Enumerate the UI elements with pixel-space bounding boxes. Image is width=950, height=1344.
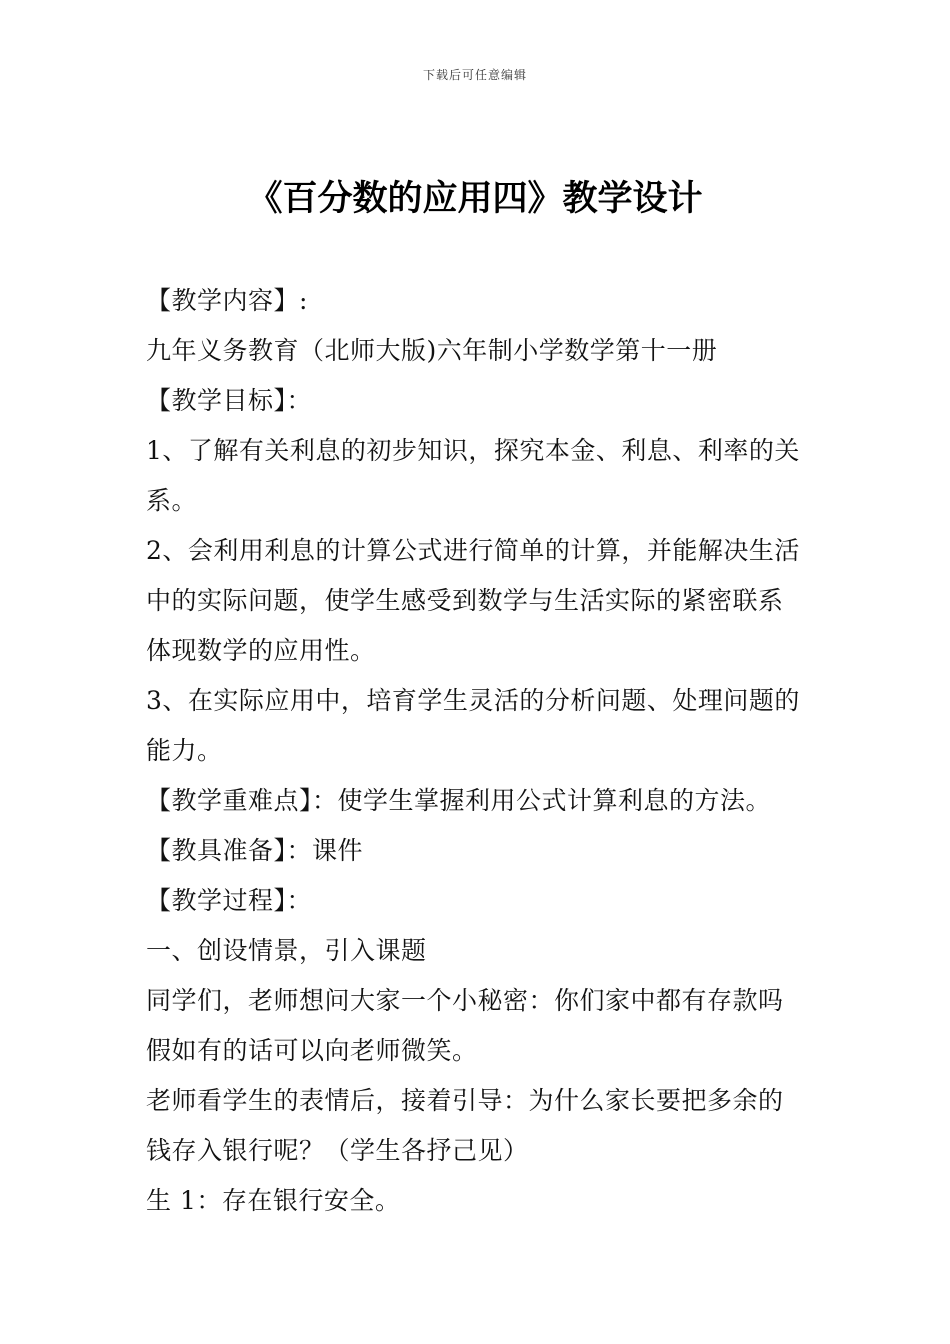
paragraph-line: 3、在实际应用中，培育学生灵活的分析问题、处理问题的 (146, 686, 800, 715)
header-note: 下载后可任意编辑 (422, 68, 527, 82)
paragraph-line: 能力。 (146, 736, 223, 765)
section-heading-objectives: 【教学目标】： (146, 386, 313, 415)
paragraph-line: 同学们，老师想问大家一个小秘密：你们家中都有存款吗 (146, 986, 784, 1015)
paragraph-line: 1、了解有关利息的初步知识，探究本金、利息、利率的关 (146, 436, 800, 465)
section-heading-process: 【教学过程】： (146, 886, 313, 915)
paragraph-line: 2、会利用利息的计算公式进行简单的计算，并能解决生活 (146, 536, 800, 565)
section-heading-materials: 【教具准备】：课件 (146, 836, 364, 865)
section-heading-key-points: 【教学重难点】：使学生掌握利用公式计算利息的方法。 (146, 786, 772, 815)
paragraph-line: 生 1：存在银行安全。 (146, 1186, 401, 1215)
paragraph-line: 中的实际问题，使学生感受到数学与生活实际的紧密联系 (146, 586, 784, 615)
subsection-heading: 一、创设情景，引入课题 (146, 936, 427, 965)
paragraph-line: 九年义务教育（北师大版)六年制小学数学第十一册 (146, 336, 718, 365)
paragraph-line: 体现数学的应用性。 (146, 636, 376, 665)
paragraph-line: 假如有的话可以向老师微笑。 (146, 1036, 478, 1065)
paragraph-line: 老师看学生的表情后，接着引导：为什么家长要把多余的 (146, 1086, 784, 1115)
paragraph-line: 钱存入银行呢？（学生各抒己见） (146, 1136, 529, 1165)
document-body (146, 276, 811, 1226)
document-title: 《百分数的应用四》教学设计 (247, 179, 703, 219)
section-heading-content: 【教学内容】: (146, 286, 308, 315)
paragraph-line: 系。 (146, 486, 198, 515)
